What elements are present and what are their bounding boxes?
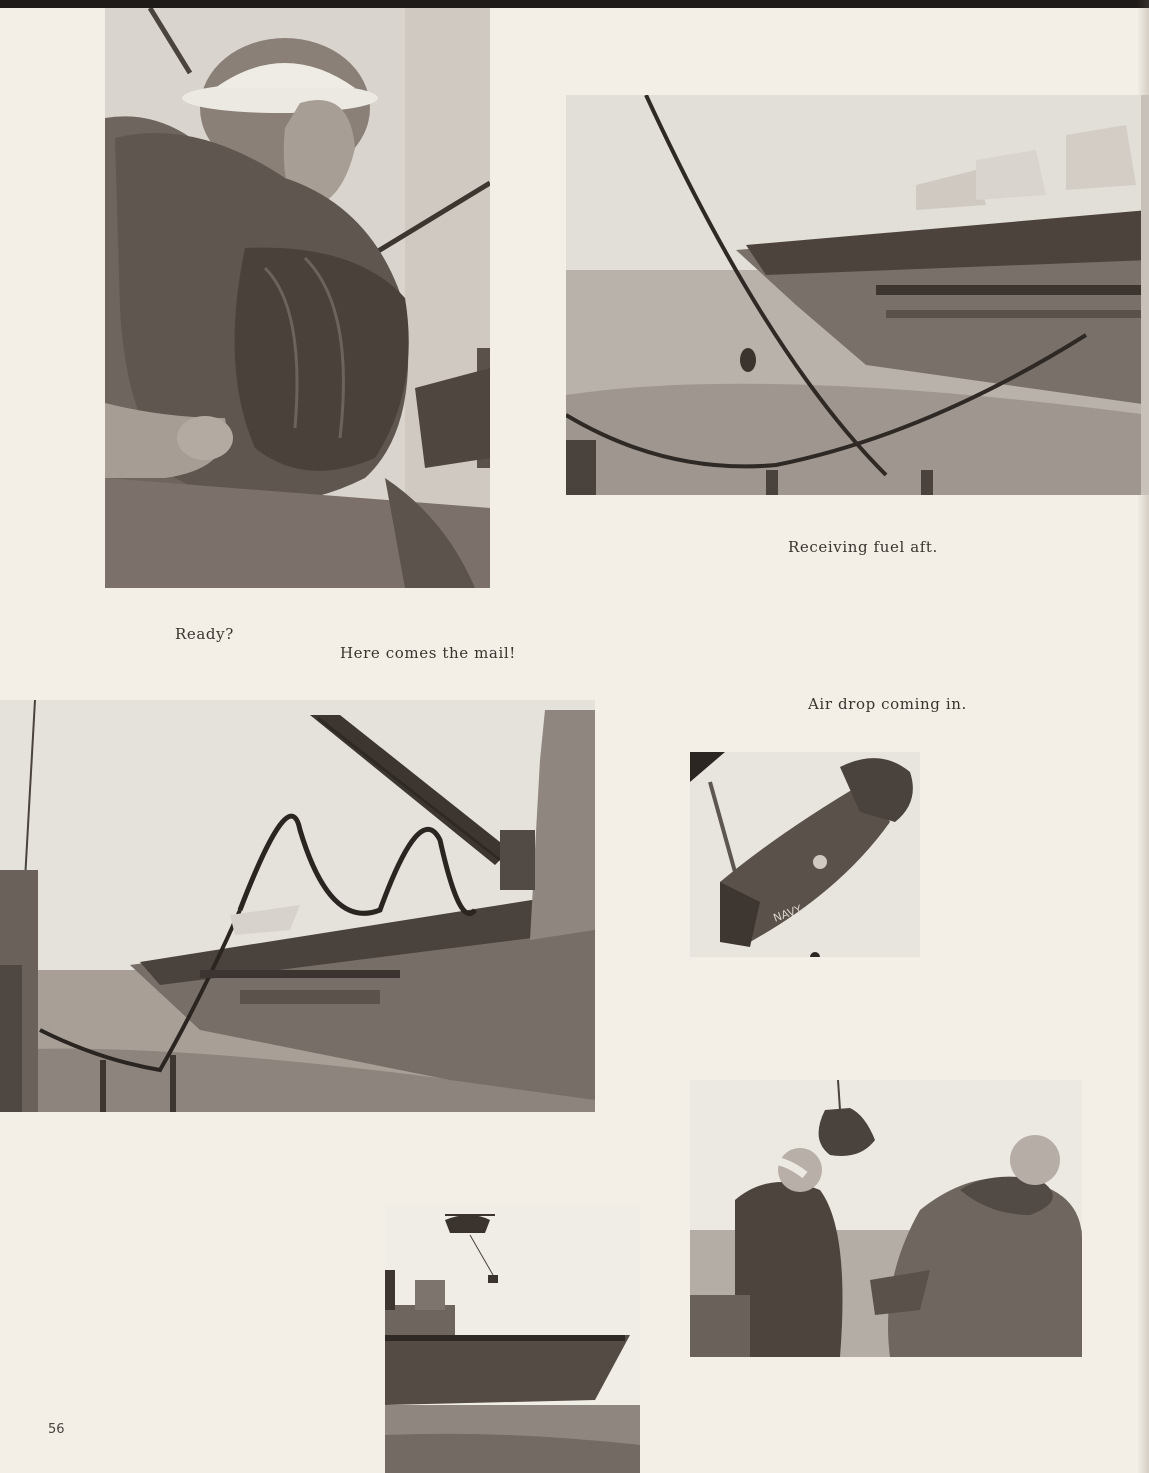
caption-mail: Here comes the mail! [340, 644, 516, 662]
caption-receiving-fuel: Receiving fuel aft. [788, 538, 938, 556]
svg-text:NAVY: NAVY [771, 902, 804, 925]
helicopter-navy-photo [690, 752, 920, 957]
caption-ready: Ready? [175, 625, 234, 643]
carrier-fueling-photo [566, 95, 1149, 495]
top-border [0, 0, 1149, 8]
sailor-life-vest-photo [105, 8, 490, 588]
caption-air-drop: Air drop coming in. [808, 695, 967, 713]
page-number: 56 [48, 1422, 65, 1437]
ship-helicopter-photo [385, 1205, 640, 1473]
sailors-cargo-net-photo [690, 1080, 1082, 1357]
carrier-crane-photo [0, 700, 595, 1112]
